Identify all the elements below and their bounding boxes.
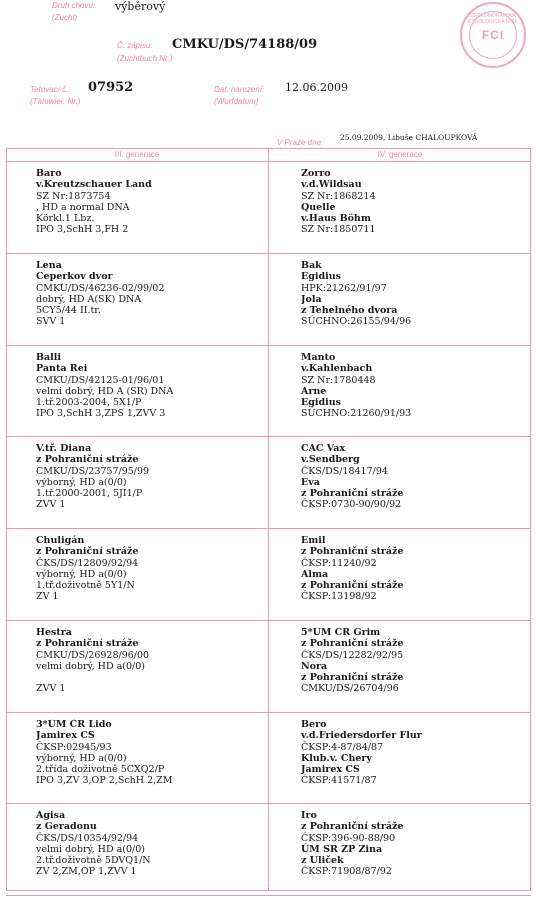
gen4-ancestor-7 — [301, 719, 422, 787]
birth-date-value: 12.06.2009 — [285, 81, 348, 94]
ancestor-detail-line: výborný, HD a(0/0) — [36, 568, 127, 580]
row-divider — [6, 803, 531, 804]
ancestor-name-line: z Tehelného dvora — [301, 305, 398, 317]
column-header-generation-3: III. generace — [114, 150, 160, 159]
gen4-ancestor-1 — [301, 168, 376, 236]
gen4-ancestor-5 — [301, 535, 403, 603]
ancestor-detail-line: HPK:21262/91/97 — [301, 282, 387, 294]
gen3-ancestor-3 — [36, 352, 173, 420]
gen4-ancestor-6 — [301, 627, 403, 695]
ancestor-name-line: Alma — [301, 568, 329, 580]
ancestor-name-line: Arne — [301, 385, 327, 397]
row-divider — [6, 712, 531, 713]
birth-date-label: Dat. narození: — [214, 85, 265, 94]
ancestor-detail-line: Körkl.1 Lbz. — [36, 213, 95, 225]
ancestor-detail-line: SÚCHNO:26155/94/96 — [301, 316, 412, 328]
ancestor-detail-line: ČKSP:396-90-88/90 — [301, 832, 396, 844]
ancestor-name-line: z Pohraniční stráže — [301, 580, 404, 592]
ancestor-name-line: Eva — [301, 476, 320, 488]
issued-value: 25.09.2009, Libuše CHALOUPKOVÁ — [340, 133, 478, 142]
ancestor-detail-line: SZ Nr:1868214 — [301, 190, 376, 202]
row-divider — [6, 253, 531, 254]
ancestor-name-line: Hestra — [36, 627, 72, 638]
ancestor-name-line: 5*ÚM ČR Grim — [301, 627, 381, 638]
gen3-ancestor-1 — [36, 168, 152, 236]
ancestor-detail-line: SVV 1 — [36, 316, 66, 328]
registry-number-value: CMKU/DS/74188/09 — [172, 37, 318, 52]
gen4-ancestor-4 — [301, 443, 403, 511]
ancestor-detail-line: ČKSP:0730-90/90/92 — [301, 499, 402, 511]
gen3-ancestor-2 — [36, 260, 164, 328]
ancestor-name-line: v.Haus Böhm — [301, 213, 371, 225]
ancestor-name-line: Quelle — [301, 201, 336, 213]
ancestor-name-line: Agisa — [36, 810, 66, 821]
ancestor-name-line: v.Kahlenbach — [301, 363, 373, 375]
ancestor-name-line: Klub.v. Chery — [301, 752, 372, 764]
ancestor-name-line: Panta Rei — [36, 363, 88, 375]
tattoo-value: 07952 — [88, 80, 134, 95]
row-divider — [6, 345, 531, 346]
ancestor-detail-line: 1.tř.2003-2004, 5X1/P — [36, 397, 142, 409]
ancestor-detail-line: velmi dobrý, HD a(0/0) — [36, 660, 145, 672]
ancestor-detail-line: 5CY5/44 II.tr. — [36, 305, 101, 317]
ancestor-detail-line: CMKU/DS/42125-01/96/01 — [36, 374, 165, 386]
ancestor-name-line: Jola — [301, 293, 322, 305]
seal-fci-text: FCI — [481, 28, 505, 42]
breeding-type-value: výběrový — [115, 0, 166, 13]
ancestor-name-line: Bak — [301, 260, 322, 271]
ancestor-detail-line: SZ Nr:1780448 — [301, 374, 376, 386]
ancestor-detail-line: IPO 3,SchH 3,FH 2 — [36, 224, 129, 236]
ancestor-detail-line: IPO 3,ZV 3,OP 2,SchH 2,ZM — [36, 775, 173, 787]
ancestor-name-line: 3*ÚM ČR Lido — [36, 719, 112, 730]
row-divider — [6, 895, 531, 896]
ancestor-name-line: Balli — [36, 352, 62, 363]
ancestor-name-line: Bero — [301, 719, 327, 730]
row-divider — [6, 528, 531, 529]
ancestor-name-line: Baro — [36, 168, 62, 179]
registry-number-label: Č. zápisu: — [117, 41, 153, 50]
ancestor-detail-line: 1.tř.doživotně 5Y1/N — [36, 580, 135, 592]
gen3-ancestor-4 — [36, 443, 149, 511]
birth-date-label-de: (Wurfdatum) — [214, 97, 259, 106]
ancestor-detail-line: 2.tř.doživotně 5DVQ1/N — [36, 855, 151, 867]
ancestor-name-line: z Pohraniční stráže — [301, 488, 404, 500]
ancestor-detail-line: 2.třída doživotně 5CXQ2/P — [36, 764, 165, 776]
issued-label: V Praze dne: — [277, 138, 324, 147]
ancestor-name-line: Egidius — [301, 397, 341, 409]
gen3-ancestor-7 — [36, 719, 172, 787]
ancestor-detail-line: výborný, HD a(0/0) — [36, 752, 127, 764]
ancestor-name-line: z Pohraniční stráže — [301, 821, 404, 833]
ancestor-name-line: Jamirex CS — [36, 730, 95, 742]
ancestor-detail-line: IPO 3,SchH 3,ZPS 1,ZVV 3 — [36, 408, 166, 420]
ancestor-detail-line: CMKU/DS/26928/96/00 — [36, 649, 150, 661]
breeding-type-label: Druh chovu: — [52, 1, 96, 10]
ancestor-detail-line: ZVV 1 — [36, 683, 66, 695]
ancestor-detail-line: CMKU/DS/23757/95/99 — [36, 465, 150, 477]
ancestor-detail-line: ZV 1 — [36, 591, 59, 603]
ancestor-name-line: z Pohraniční stráže — [36, 454, 139, 466]
tattoo-label: Tetovací č.: — [30, 85, 71, 94]
ancestor-detail-line: ČKS/DS/12809/92/94 — [36, 557, 139, 569]
row-divider — [6, 620, 531, 621]
ancestor-detail-line: ČKS/DS/12282/92/95 — [301, 649, 404, 661]
ancestor-detail-line: SÚCHNO:21260/91/93 — [301, 408, 412, 420]
ancestor-detail-line: velmi dobrý, HD A (SR) DNA — [36, 385, 174, 397]
ancestor-name-line: v.d.Wildsau — [301, 179, 362, 191]
ancestor-name-line: v.Sendberg — [301, 454, 360, 466]
ancestor-detail-line: výborný, HD a(0/0) — [36, 476, 127, 488]
ancestor-name-line: Iro — [301, 810, 317, 821]
gen3-ancestor-5 — [36, 535, 138, 603]
gen3-ancestor-6 — [36, 627, 149, 695]
ancestor-name-line: z Pohraniční stráže — [36, 546, 139, 558]
ancestor-name-line: Zorro — [301, 168, 331, 179]
ancestor-detail-line: ČKS/DS/18417/94 — [301, 465, 388, 477]
ancestor-name-line: Manto — [301, 352, 336, 363]
column-divider — [268, 148, 269, 891]
ancestor-detail-line: ČKSP:71908/87/92 — [301, 866, 392, 878]
seal-ring-text: ČESKOMORAVSKÁ KYNOLOGICKÁ UNIE — [468, 13, 518, 25]
ancestor-detail-line: ČKSP:13198/92 — [301, 591, 377, 603]
ancestor-name-line: Lena — [36, 260, 62, 271]
gen3-ancestor-8 — [36, 810, 151, 878]
ancestor-name-line: z Uliček — [301, 855, 344, 867]
ancestor-detail-line: , HD a normal DNA — [36, 201, 130, 213]
ancestor-detail-line: ČKS/DS/10354/92/94 — [36, 832, 139, 844]
ancestor-name-line: Ceperkov dvor — [36, 271, 113, 283]
ancestor-detail-line: CMKU/DS/26704/96 — [301, 683, 399, 695]
ancestor-name-line: z Geradonu — [36, 821, 97, 833]
ancestor-detail-line: ČKSP:4-87/84/87 — [301, 741, 384, 753]
column-header-generation-4: IV. generace — [377, 150, 423, 159]
ancestor-name-line: Nora — [301, 660, 328, 672]
ancestor-name-line: ÚM SR ZP Zina — [301, 843, 383, 855]
ancestor-name-line: z Pohraniční stráže — [301, 672, 404, 684]
gen4-ancestor-8 — [301, 810, 403, 878]
tattoo-label-de: (Tätowier. Nr.) — [30, 97, 81, 106]
ancestor-detail-line: 1.tř.2000-2001, 5JI1/P — [36, 488, 143, 500]
ancestor-detail-line: SZ Nr:1873754 — [36, 190, 111, 202]
ancestor-detail-line: velmi dobrý, HD a(0/0) — [36, 843, 145, 855]
registry-number-label-de: (Zuchtbuch Nr.) — [117, 54, 173, 63]
ancestor-name-line: z Pohraniční stráže — [301, 546, 404, 558]
ancestor-name-line: CAC Vax — [301, 443, 346, 454]
gen4-ancestor-3 — [301, 352, 411, 420]
ancestor-name-line: V.tř. Diana — [36, 443, 92, 454]
ancestor-name-line: v.Kreutzschauer Land — [36, 179, 152, 191]
gen4-ancestor-2 — [301, 260, 411, 328]
ancestor-detail-line: ZV 2,ZM,OP 1,ZVV 1 — [36, 866, 137, 878]
ancestor-detail-line — [36, 672, 149, 683]
ancestor-name-line: Emil — [301, 535, 326, 546]
ancestor-name-line: Jamirex CS — [301, 764, 360, 776]
ancestor-name-line: z Pohraniční stráže — [301, 638, 404, 650]
ancestor-detail-line: CMKU/DS/46236-02/99/02 — [36, 282, 165, 294]
ancestor-name-line: Chuligán — [36, 535, 85, 546]
fci-seal — [460, 2, 526, 68]
ancestor-detail-line: ZVV 1 — [36, 499, 66, 511]
ancestor-detail-line: ČKSP:11240/92 — [301, 557, 377, 569]
ancestor-detail-line: ČKSP:02945/93 — [36, 741, 112, 753]
ancestor-name-line: Egidius — [301, 271, 341, 283]
ancestor-name-line: z Pohraniční stráže — [36, 638, 139, 650]
row-divider — [6, 161, 531, 162]
ancestor-detail-line: ČKSP:41571/87 — [301, 775, 377, 787]
ancestor-name-line: v.d.Friedersdorfer Flur — [301, 730, 422, 742]
row-divider — [6, 436, 531, 437]
ancestor-detail-line: dobrý, HD A(SK) DNA — [36, 293, 142, 305]
breeding-type-label-de: (Zucht) — [52, 13, 78, 22]
ancestor-detail-line: SZ Nr:1850711 — [301, 224, 376, 236]
